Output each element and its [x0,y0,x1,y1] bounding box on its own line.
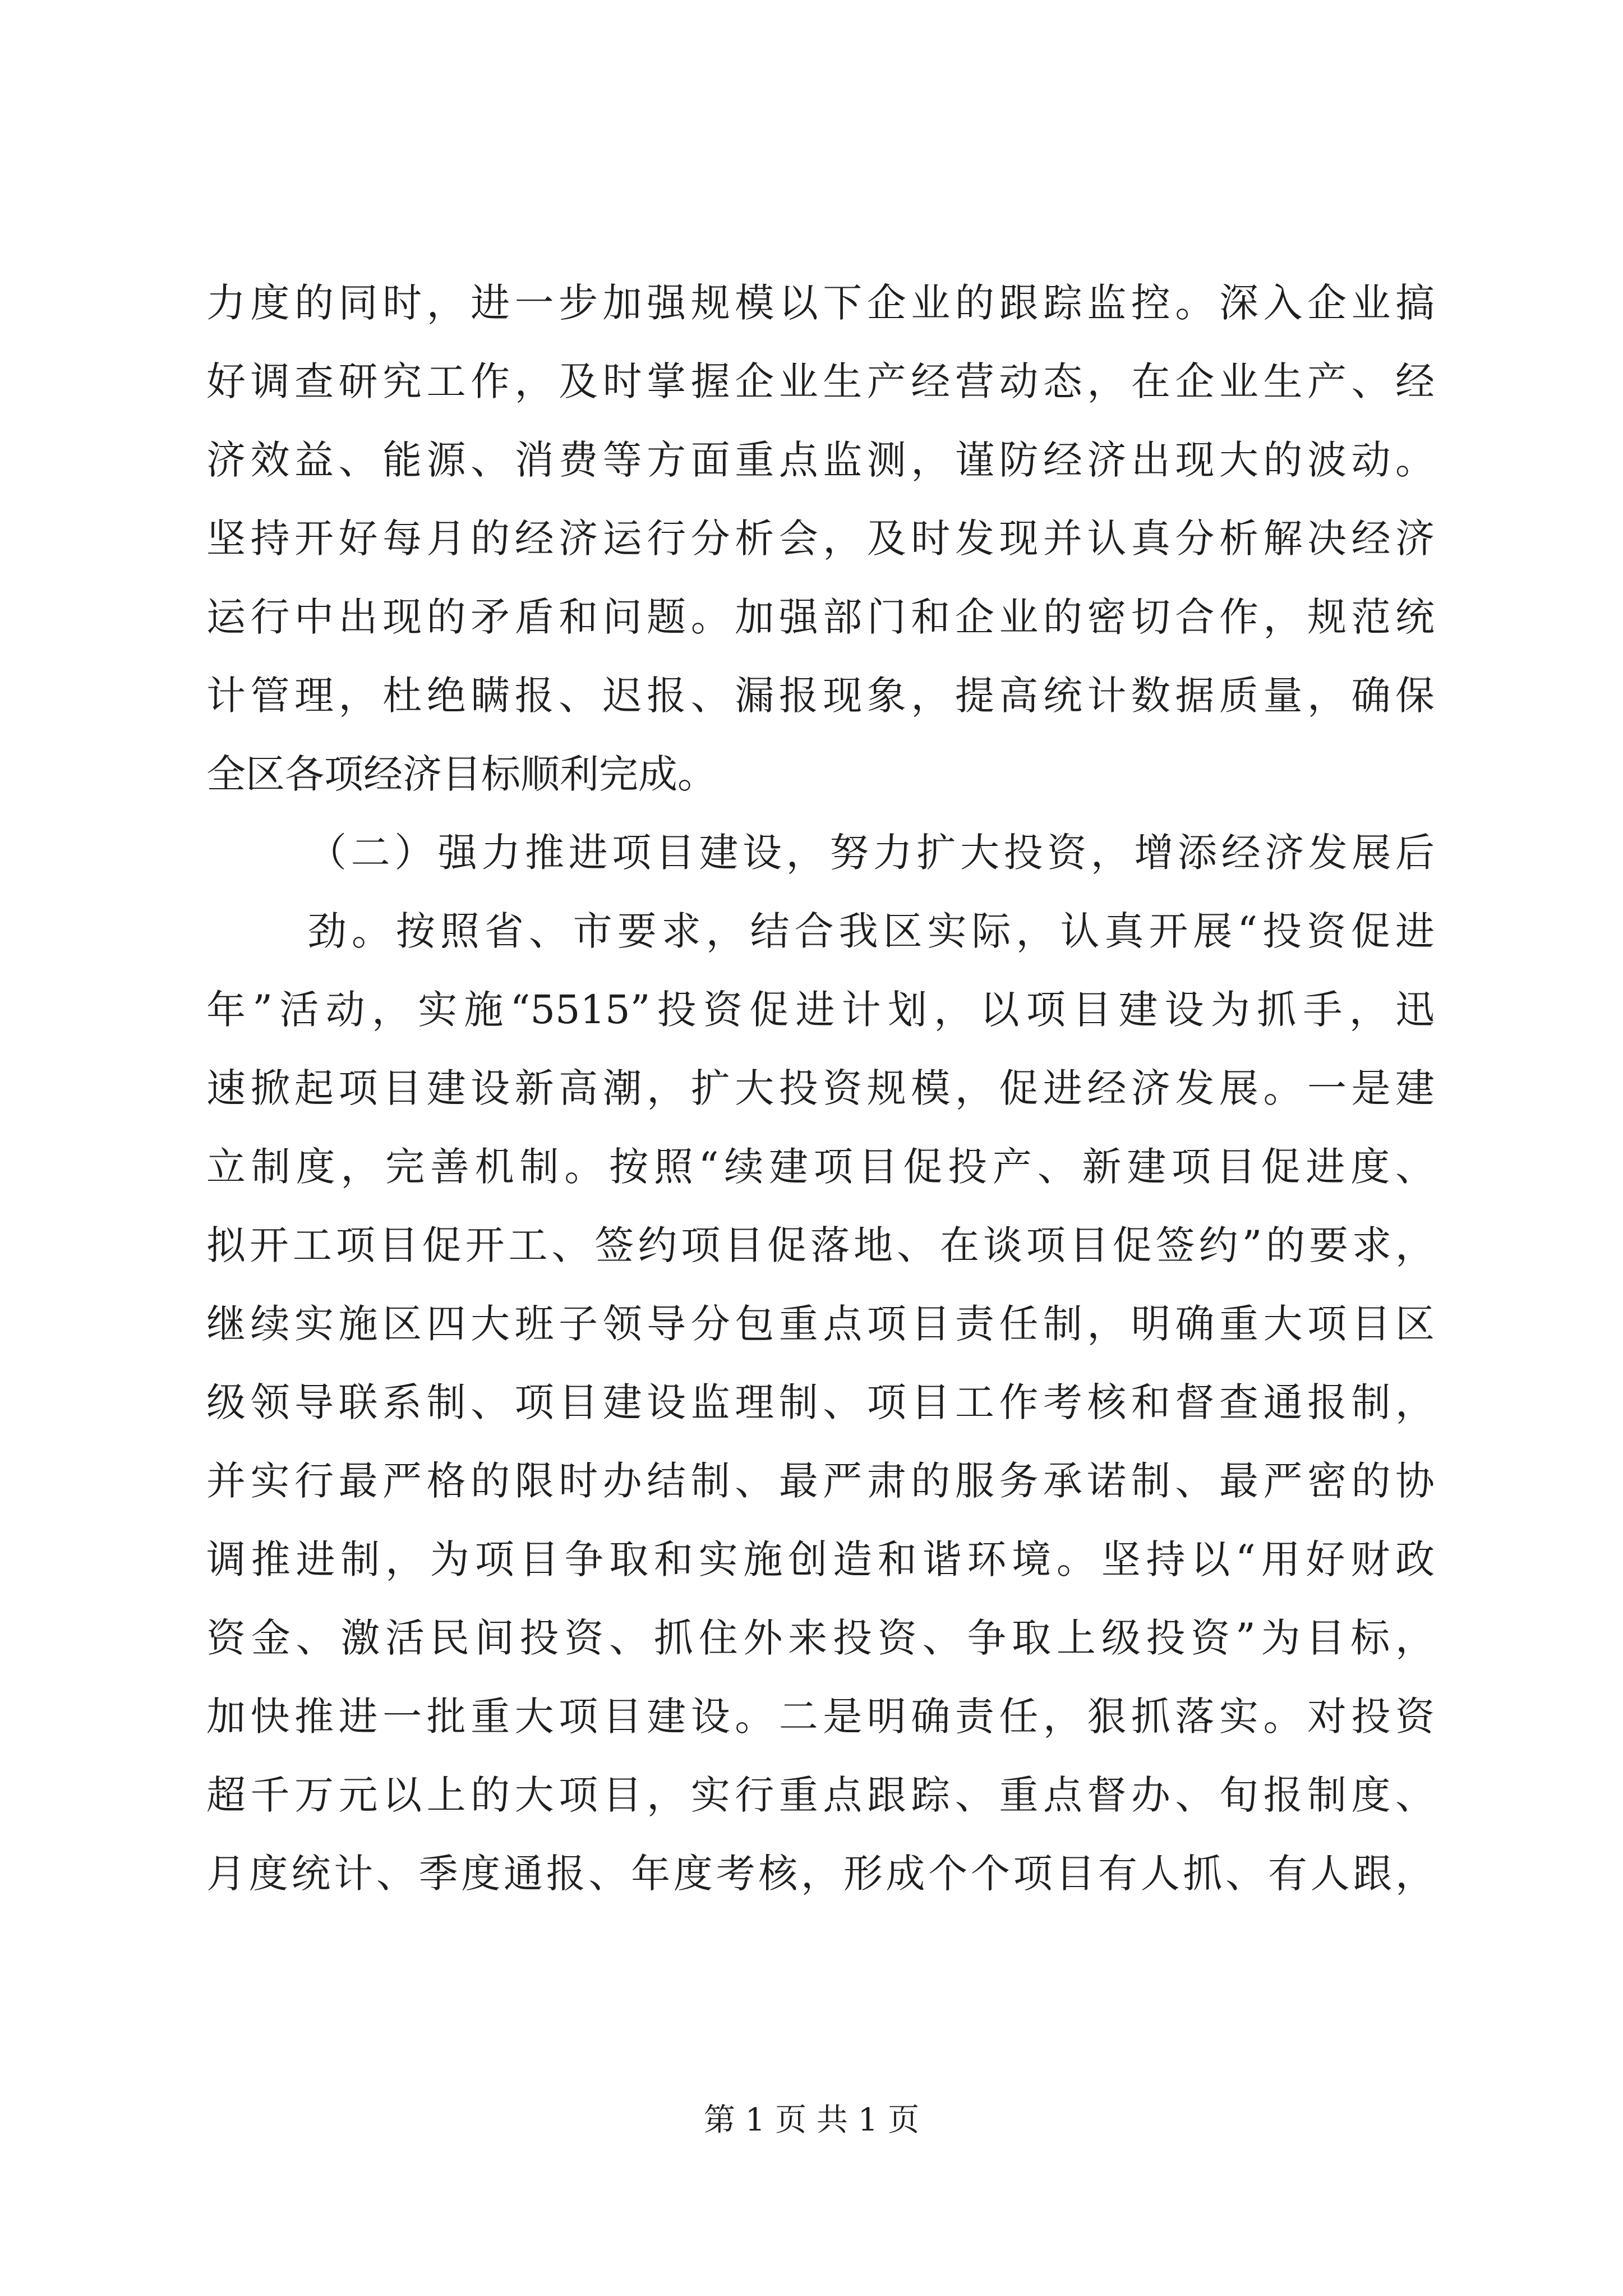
text-line: 超千万元以上的大项目，实行重点跟踪、重点督办、旬报制度、 [206,1772,1435,1818]
document-body [206,264,1435,1913]
text-line: 资金、激活民间投资、抓住外来投资、争取上级投资”为目标， [206,1615,1435,1661]
text-line: 速掀起项目建设新高潮，扩大投资规模，促进经济发展。一是建 [206,1065,1435,1111]
text-line: 并实行最严格的限时办结制、最严肃的服务承诺制、最严密的协 [206,1458,1435,1504]
text-line: 调推进制，为项目争取和实施创造和谐环境。坚持以“用好财政 [206,1536,1435,1582]
text-line: 月度统计、季度通报、年度考核，形成个个项目有人抓、有人跟， [206,1851,1435,1897]
text-line: 继续实施区四大班子领导分包重点项目责任制，明确重大项目区 [206,1301,1435,1347]
page-number-footer: 第 1 页 共 1 页 [703,2102,920,2138]
text-line: 运行中出现的矛盾和问题。加强部门和企业的密切合作，规范统 [206,594,1435,640]
text-line: 计管理，杜绝瞒报、迟报、漏报现象，提高统计数据质量，确保 [206,673,1435,719]
section-heading: （二）强力推进项目建设，努力扩大投资，增添经济发展后 [307,830,1435,876]
text-line: 坚持开好每月的经济运行分析会，及时发现并认真分析解决经济 [206,516,1435,562]
text-line: 立制度，完善机制。按照“续建项目促投产、新建项目促进度、 [206,1144,1435,1190]
text-line: 加快推进一批重大项目建设。二是明确责任，狠抓落实。对投资 [206,1694,1435,1740]
text-line: 年”活动，实施“5515”投资促进计划，以项目建设为抓手，迅 [206,987,1435,1033]
text-line: 济效益、能源、消费等方面重点监测，谨防经济出现大的波动。 [206,437,1435,483]
text-line: 好调查研究工作，及时掌握企业生产经营动态，在企业生产、经 [206,358,1435,404]
text-line: 力度的同时，进一步加强规模以下企业的跟踪监控。深入企业搞 [206,280,1435,326]
text-line: 劲。按照省、市要求，结合我区实际，认真开展“投资促进 [307,908,1435,954]
text-line: 级领导联系制、项目建设监理制、项目工作考核和督查通报制， [206,1379,1435,1425]
text-line: 拟开工项目促开工、签约项目促落地、在谈项目促签约”的要求， [206,1222,1435,1268]
text-line: 全区各项经济目标顺利完成。 [206,751,717,797]
